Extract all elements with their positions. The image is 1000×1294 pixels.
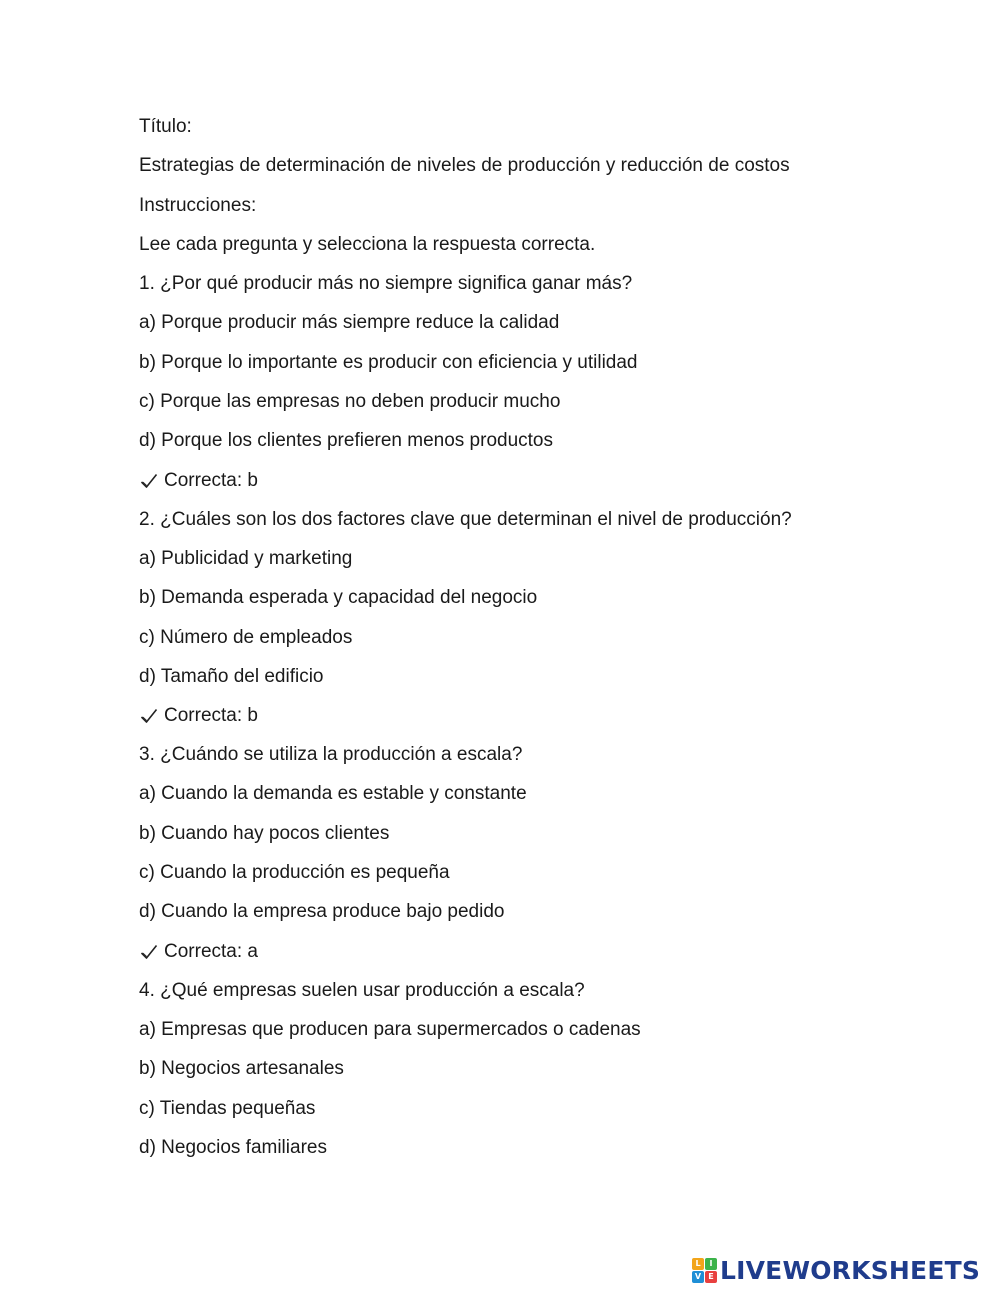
question-text: 4. ¿Qué empresas suelen usar producción a escala? [139, 979, 585, 1001]
option-d: d) Porque los clientes prefieren menos productos [139, 430, 554, 452]
worksheet-page [139, 116, 959, 1176]
check-icon [139, 706, 159, 726]
question-block-4 [139, 980, 959, 1159]
correct-answer [139, 941, 959, 963]
instructions-label: Instrucciones: [139, 194, 257, 216]
instructions-text: Lee cada pregunta y selecciona la respuesta correcta. [139, 233, 596, 255]
option-d: d) Tamaño del edificio [139, 665, 324, 687]
option-c: c) Porque las empresas no deben producir mucho [139, 391, 561, 413]
option-c: c) Número de empleados [139, 626, 353, 648]
liveworksheets-logo [692, 1255, 980, 1285]
option-d: d) Cuando la empresa produce bajo pedido [139, 901, 505, 923]
question-text: 2. ¿Cuáles son los dos factores clave que determinan el nivel de producción? [139, 508, 792, 530]
question-text: 3. ¿Cuándo se utiliza la producción a escala? [139, 744, 523, 766]
logo-cell: L [692, 1258, 704, 1270]
correct-answer-text: Correcta: a [164, 940, 258, 962]
worksheet-title: Estrategias de determinación de niveles de producción y reducción de costos [139, 155, 790, 177]
question-block-3 [139, 744, 959, 962]
option-a: a) Porque producir más siempre reduce la calidad [139, 312, 560, 334]
option-a: a) Empresas que producen para supermercados o cadenas [139, 1018, 641, 1040]
option-b: b) Porque lo importante es producir con eficiencia y utilidad [139, 351, 638, 373]
correct-answer-text: Correcta: b [164, 705, 258, 727]
logo-cell: I [705, 1258, 717, 1270]
option-a: a) Cuando la demanda es estable y constante [139, 783, 527, 805]
logo-cell: E [705, 1271, 717, 1283]
question-block-2 [139, 509, 959, 727]
logo-text: LIVEWORKSHEETS [720, 1255, 981, 1285]
logo-mark-icon [692, 1258, 717, 1283]
check-icon [139, 942, 159, 962]
option-b: b) Negocios artesanales [139, 1058, 344, 1080]
check-icon [139, 471, 159, 491]
title-label: Título: [139, 116, 192, 137]
option-b: b) Demanda esperada y capacidad del negocio [139, 587, 538, 609]
logo-cell: V [692, 1271, 704, 1283]
option-b: b) Cuando hay pocos clientes [139, 822, 390, 844]
option-c: c) Tiendas pequeñas [139, 1097, 316, 1119]
question-block-1 [139, 273, 959, 491]
option-d: d) Negocios familiares [139, 1136, 327, 1158]
correct-answer-text: Correcta: b [164, 469, 258, 491]
option-a: a) Publicidad y marketing [139, 547, 353, 569]
correct-answer [139, 470, 959, 492]
question-text: 1. ¿Por qué producir más no siempre significa ganar más? [139, 273, 633, 295]
option-c: c) Cuando la producción es pequeña [139, 862, 450, 884]
correct-answer [139, 705, 959, 727]
